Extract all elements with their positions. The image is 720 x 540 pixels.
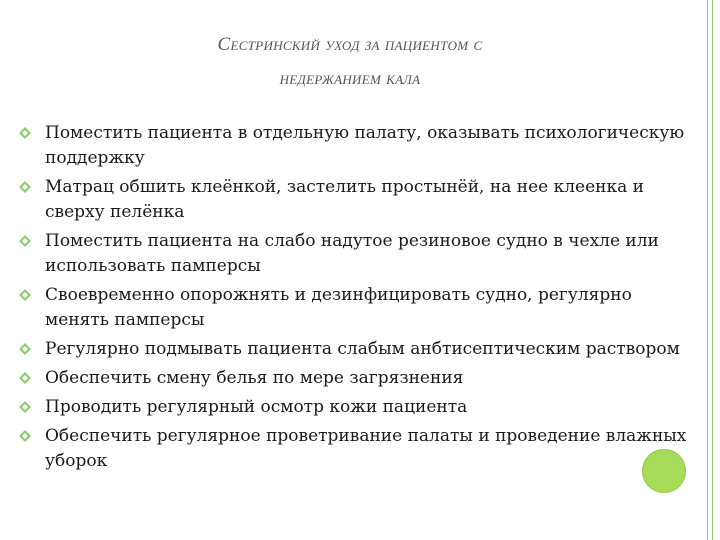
diamond-bullet-icon [18,371,32,385]
list-item-text: Поместить пациента на слабо надутое резиновое судно в чехле или использовать памперсы [45,231,659,276]
slide-title-line-2: недержанием кала [279,68,421,89]
diamond-bullet-icon [18,342,32,356]
list-item-text: Обеспечить регулярное проветривание палаты и проведение влажных уборок [45,426,687,471]
list-item [18,283,688,333]
list-item [18,175,688,225]
diamond-bullet-icon [18,180,32,194]
list-item [18,366,688,391]
list-item-text: Матрац обшить клеёнкой, застелить простынёй, на нее клеенка и сверху пелёнка [45,177,644,222]
list-item-text: Обеспечить смену белья по мере загрязнения [45,368,464,388]
bullet-list [18,121,688,478]
list-item [18,121,688,171]
slide-title [80,28,620,96]
diamond-bullet-icon [18,400,32,414]
list-item-text: Поместить пациента в отдельную палату, оказывать психологическую поддержку [45,123,685,168]
diamond-bullet-icon [18,429,32,443]
list-item [18,395,688,420]
diamond-bullet-icon [18,234,32,248]
slide-title-line-1: Сестринский уход за пациентом с [217,34,483,55]
list-item [18,229,688,279]
diamond-bullet-icon [18,288,32,302]
list-item [18,337,688,362]
list-item-text: Своевременно опорожнять и дезинфицировать судно, регулярно менять памперсы [45,285,632,330]
green-circle-decoration [642,449,686,493]
list-item-text: Регулярно подмывать пациента слабым анбтисептическим раствором [45,339,680,359]
diamond-bullet-icon [18,126,32,140]
right-border-decoration [707,0,713,540]
list-item-text: Проводить регулярный осмотр кожи пациента [45,397,468,417]
list-item [18,424,688,474]
